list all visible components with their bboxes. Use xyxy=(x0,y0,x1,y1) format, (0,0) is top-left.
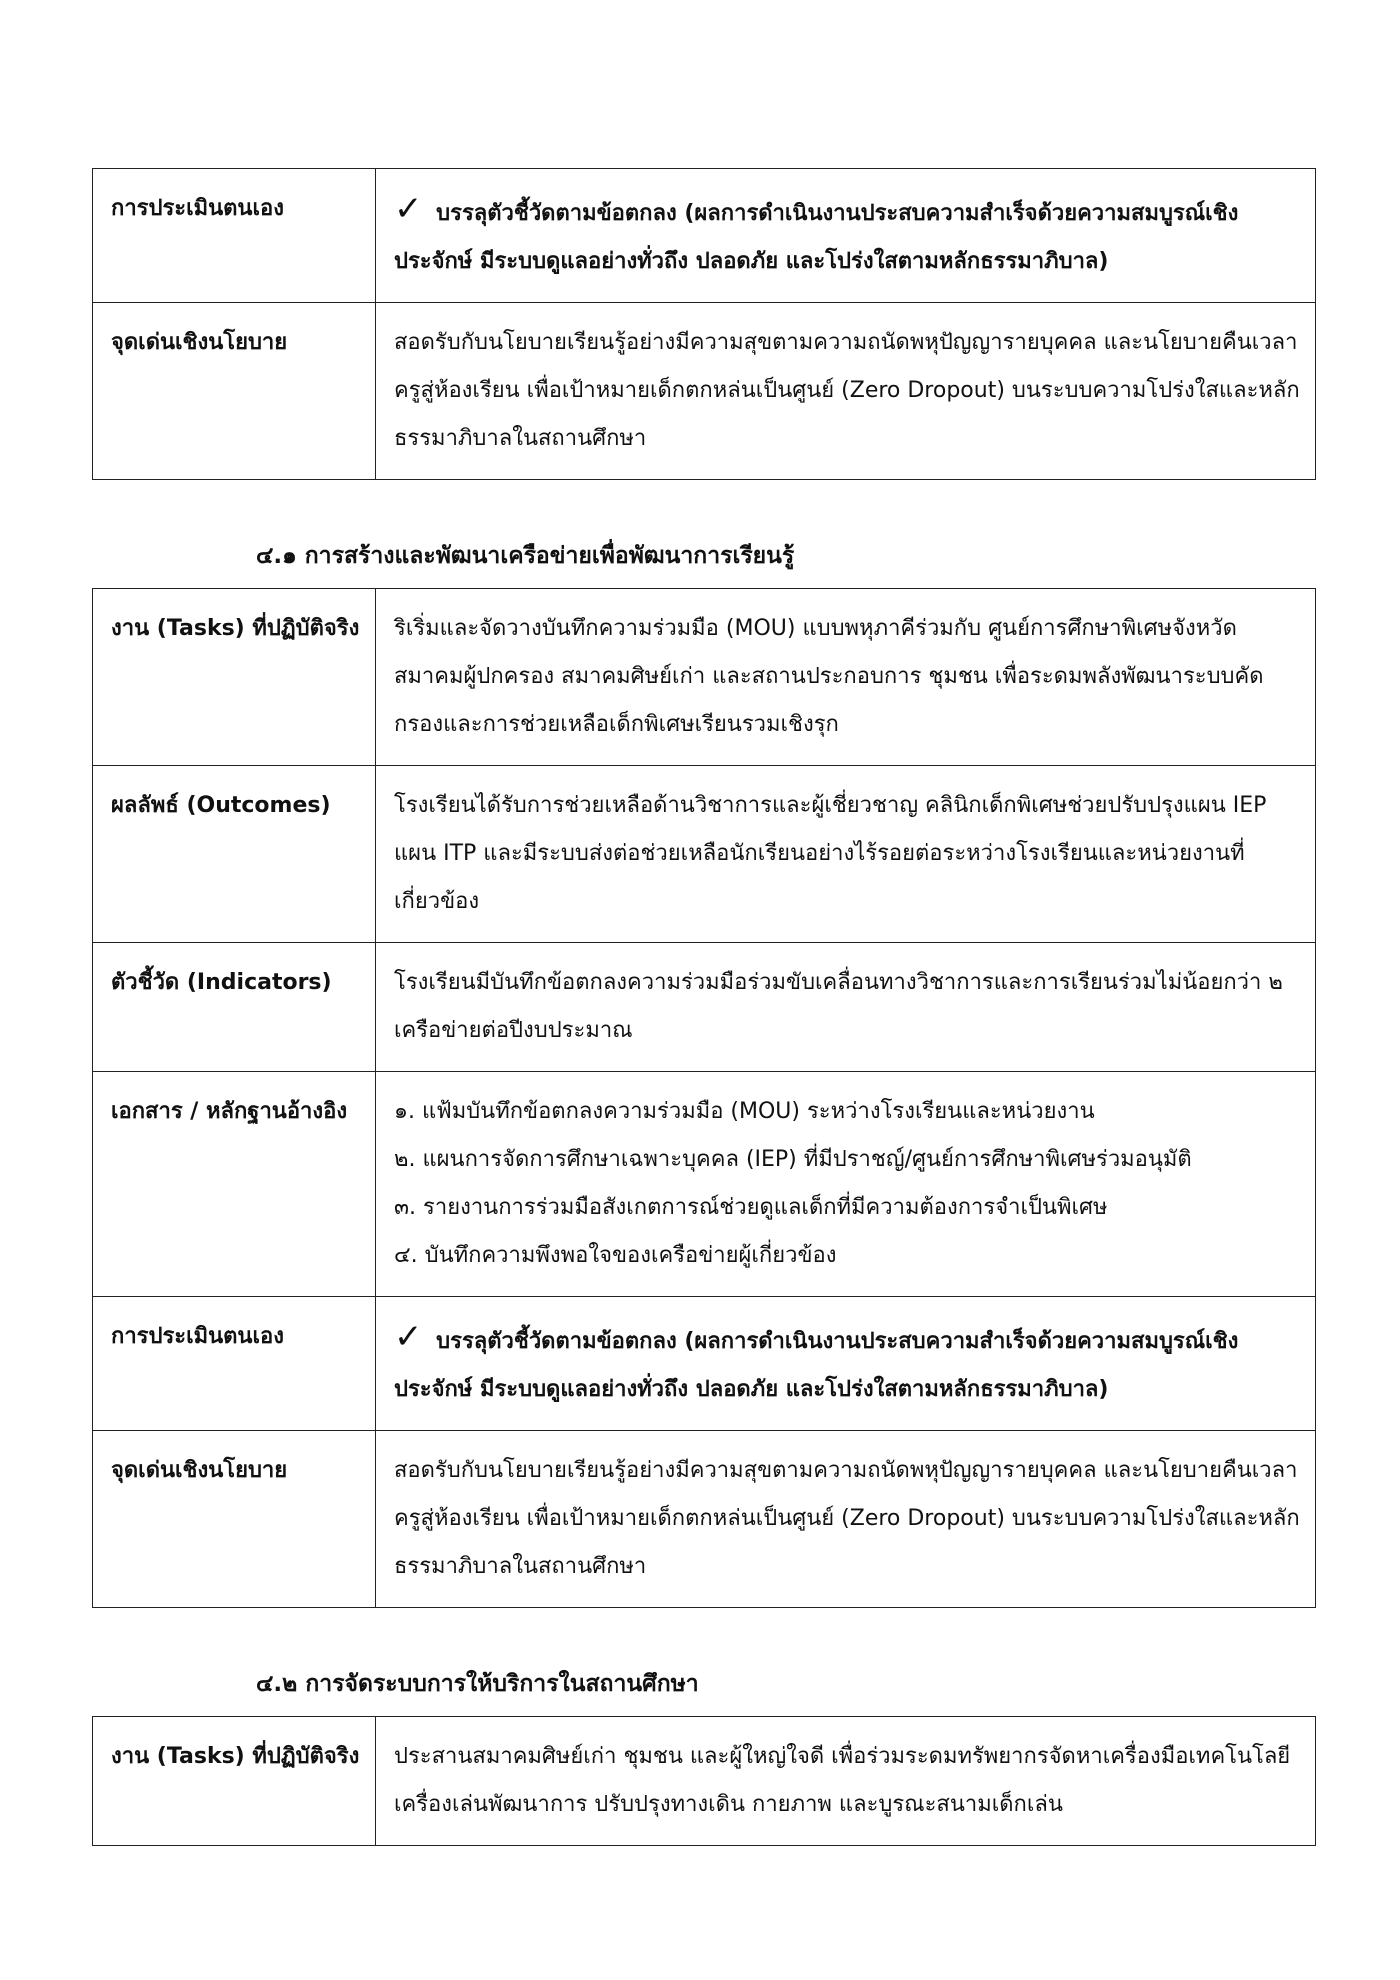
checkmark-icon: ✓ xyxy=(394,189,423,229)
section-heading-4-1: ๔.๑ การสร้างและพัฒนาเครือข่ายเพื่อพัฒนาการเรียนรู้ xyxy=(256,543,795,569)
table-row xyxy=(93,169,1316,303)
outcomes-text: โรงเรียนได้รับการช่วยเหลือด้านวิชาการและผู้เชี่ยวชาญ คลินิกเด็กพิเศษช่วยปรับปรุงแผน IEP แผน ITP และมีระบบส่งต่อช่วยเหลือนักเรียนอย่างไร้รอยต่อระหว่างโรงเรียนและหน่วยงานที่เกี่ยวข้อง xyxy=(376,766,1316,943)
self-eval-text: บรรลุตัวชี้วัดตามข้อตกลง (ผลการดำเนินงานประสบความสำเร็จด้วยความสมบูรณ์เชิงประจักษ์ มีระบบดูแลอย่างทั่วถึง ปลอดภัย และโปร่งใสตามหลักธรรมาภิบาล) xyxy=(394,201,1239,274)
evidence-label: เอกสาร / หลักฐานอ้างอิง xyxy=(93,1072,376,1297)
evidence-item: ๒. แผนการจัดการศึกษาเฉพาะบุคคล (IEP) ที่มีปราชญ์/ศูนย์การศึกษาพิเศษร่วมอนุมัติ xyxy=(394,1147,1192,1172)
table-row xyxy=(93,589,1316,766)
evidence-list xyxy=(376,1072,1316,1297)
indicators-text: โรงเรียนมีบันทึกข้อตกลงความร่วมมือร่วมขับเคลื่อนทางวิชาการและการเรียนร่วมไม่น้อยกว่า ๒ เครือข่ายต่อปีงบประมาณ xyxy=(376,943,1316,1072)
table-row xyxy=(93,1431,1316,1608)
checkmark-icon: ✓ xyxy=(394,1317,423,1357)
table-row xyxy=(93,303,1316,480)
section-4-1-table xyxy=(92,588,1316,1608)
self-eval-label: การประเมินตนเอง xyxy=(93,1297,376,1431)
tasks-text: ริเริ่มและจัดวางบันทึกความร่วมมือ (MOU) แบบพหุภาคีร่วมกับ ศูนย์การศึกษาพิเศษจังหวัด สมาคมผู้ปกครอง สมาคมศิษย์เก่า และสถานประกอบการ ชุมชน เพื่อระดมพลังพัฒนาระบบคัดกรองและการช่วยเหลือเด็กพิเศษเรียนรวมเชิงรุก xyxy=(376,589,1316,766)
table-row xyxy=(93,766,1316,943)
evidence-item: ๓. รายงานการร่วมมือสังเกตการณ์ช่วยดูแลเด็กที่มีความต้องการจำเป็นพิเศษ xyxy=(394,1195,1108,1220)
table-row xyxy=(93,1072,1316,1297)
policy-label: จุดเด่นเชิงนโยบาย xyxy=(93,1431,376,1608)
section-heading-4-2: ๔.๒ การจัดระบบการให้บริการในสถานศึกษา xyxy=(256,1671,699,1697)
policy-label: จุดเด่นเชิงนโยบาย xyxy=(93,303,376,480)
tasks-text: ประสานสมาคมศิษย์เก่า ชุมชน และผู้ใหญ่ใจดี เพื่อร่วมระดมทรัพยากรจัดหาเครื่องมือเทคโนโลยี เครื่องเล่นพัฒนาการ ปรับปรุงทางเดิน กายภาพ และบูรณะสนามเด็กเล่น xyxy=(376,1717,1316,1846)
self-eval-text: บรรลุตัวชี้วัดตามข้อตกลง (ผลการดำเนินงานประสบความสำเร็จด้วยความสมบูรณ์เชิงประจักษ์ มีระบบดูแลอย่างทั่วถึง ปลอดภัย และโปร่งใสตามหลักธรรมาภิบาล) xyxy=(394,1329,1239,1402)
table-row xyxy=(93,1297,1316,1431)
tasks-label: งาน (Tasks) ที่ปฏิบัติจริง xyxy=(93,589,376,766)
table-row xyxy=(93,1717,1316,1846)
self-eval-cell xyxy=(376,1297,1316,1431)
evidence-item: ๔. บันทึกความพึงพอใจของเครือข่ายผู้เกี่ยวข้อง xyxy=(394,1243,837,1268)
outcomes-label: ผลลัพธ์ (Outcomes) xyxy=(93,766,376,943)
indicators-label: ตัวชี้วัด (Indicators) xyxy=(93,943,376,1072)
self-eval-cell xyxy=(376,169,1316,303)
tasks-label: งาน (Tasks) ที่ปฏิบัติจริง xyxy=(93,1717,376,1846)
document-page xyxy=(92,168,1316,1846)
evidence-item: ๑. แฟ้มบันทึกข้อตกลงความร่วมมือ (MOU) ระหว่างโรงเรียนและหน่วยงาน xyxy=(394,1099,1095,1124)
policy-text: สอดรับกับนโยบายเรียนรู้อย่างมีความสุขตามความถนัดพหุปัญญารายบุคคล และนโยบายคืนเวลาครูสู่ห้องเรียน เพื่อเป้าหมายเด็กตกหล่นเป็นศูนย์ (Zero Dropout) บนระบบความโปร่งใสและหลักธรรมาภิบาลในสถานศึกษา xyxy=(376,1431,1316,1608)
policy-text: สอดรับกับนโยบายเรียนรู้อย่างมีความสุขตามความถนัดพหุปัญญารายบุคคล และนโยบายคืนเวลาครูสู่ห้องเรียน เพื่อเป้าหมายเด็กตกหล่นเป็นศูนย์ (Zero Dropout) บนระบบความโปร่งใสและหลักธรรมาภิบาลในสถานศึกษา xyxy=(376,303,1316,480)
summary-table-top xyxy=(92,168,1316,480)
table-row xyxy=(93,943,1316,1072)
section-4-2-table xyxy=(92,1716,1316,1846)
self-eval-label: การประเมินตนเอง xyxy=(93,169,376,303)
